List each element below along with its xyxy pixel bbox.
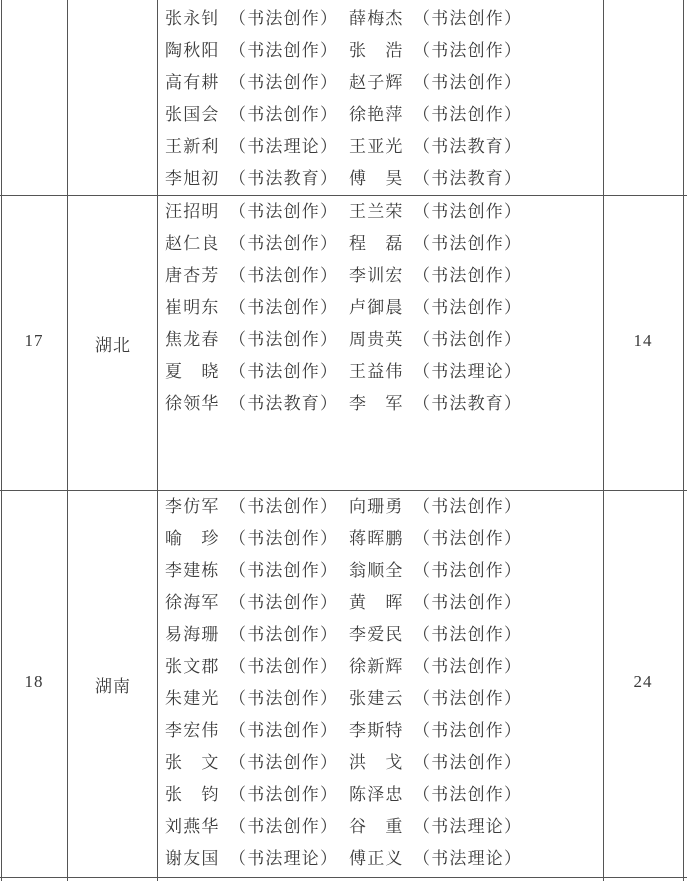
member-name: 李斯特	[349, 721, 404, 741]
member-name: 王益伟	[349, 362, 404, 382]
member-line	[165, 811, 595, 843]
member-line	[165, 67, 595, 99]
member-line	[165, 131, 595, 163]
member-count: 14	[633, 331, 653, 350]
member-field: （书法创作）	[229, 625, 339, 645]
member-line	[165, 196, 595, 228]
member-field: （书法创作）	[229, 785, 339, 805]
column-divider	[1, 0, 2, 881]
member-line	[165, 163, 595, 195]
member-name: 薛梅杰	[349, 9, 404, 29]
member-line	[165, 779, 595, 811]
names-cell	[165, 491, 595, 875]
member-field: （书法创作）	[413, 689, 523, 709]
member-field: （书法创作）	[229, 561, 339, 581]
member-line	[165, 683, 595, 715]
member-field: （书法创作）	[229, 202, 339, 222]
member-line	[165, 747, 595, 779]
member-line	[165, 388, 595, 420]
member-name: 谢友国	[165, 849, 220, 869]
member-field: （书法创作）	[229, 266, 339, 286]
member-line	[165, 324, 595, 356]
member-line	[165, 228, 595, 260]
member-name: 张国会	[165, 105, 220, 125]
member-name: 向珊勇	[349, 497, 404, 517]
member-name: 李训宏	[349, 266, 404, 286]
column-divider	[683, 0, 684, 881]
row-number: 17	[24, 331, 44, 350]
member-field: （书法创作）	[413, 9, 523, 29]
member-field: （书法创作）	[229, 73, 339, 93]
member-field: （书法创作）	[413, 625, 523, 645]
member-name: 黄 晖	[349, 593, 404, 613]
member-line	[165, 715, 595, 747]
member-line	[165, 99, 595, 131]
member-name: 李建栋	[165, 561, 220, 581]
member-field: （书法创作）	[229, 9, 339, 29]
member-name: 谷 重	[349, 817, 404, 837]
member-name: 翁顺全	[349, 561, 404, 581]
member-field: （书法创作）	[413, 105, 523, 125]
member-field: （书法创作）	[229, 593, 339, 613]
member-name: 李仿军	[165, 497, 220, 517]
member-field: （书法创作）	[413, 497, 523, 517]
member-name: 焦龙春	[165, 330, 220, 350]
member-field: （书法创作）	[413, 234, 523, 254]
member-name: 唐杏芳	[165, 266, 220, 286]
member-field: （书法创作）	[413, 529, 523, 549]
member-line	[165, 619, 595, 651]
member-field: （书法创作）	[413, 330, 523, 350]
member-field: （书法理论）	[413, 362, 523, 382]
member-name: 崔明东	[165, 298, 220, 318]
member-line	[165, 587, 595, 619]
member-line	[165, 651, 595, 683]
member-field: （书法创作）	[413, 721, 523, 741]
member-field: （书法创作）	[413, 753, 523, 773]
member-field: （书法创作）	[229, 298, 339, 318]
row-number: 18	[24, 672, 44, 691]
member-field: （书法教育）	[229, 169, 339, 189]
member-name: 赵仁良	[165, 234, 220, 254]
member-name: 傅 昊	[349, 169, 404, 189]
member-line	[165, 523, 595, 555]
member-field: （书法创作）	[229, 721, 339, 741]
member-field: （书法创作）	[413, 41, 523, 61]
member-name: 张文郡	[165, 657, 220, 677]
column-divider	[157, 0, 158, 881]
member-name: 徐领华	[165, 394, 220, 414]
member-name: 卢御晨	[349, 298, 404, 318]
member-name: 易海珊	[165, 625, 220, 645]
member-name: 夏 晓	[165, 362, 220, 382]
member-field: （书法创作）	[229, 330, 339, 350]
column-divider	[603, 0, 604, 881]
names-cell	[165, 3, 595, 195]
member-field: （书法理论）	[413, 849, 523, 869]
member-field: （书法理论）	[229, 137, 339, 157]
member-name: 王兰荣	[349, 202, 404, 222]
member-name: 徐新辉	[349, 657, 404, 677]
member-name: 洪 戈	[349, 753, 404, 773]
member-field: （书法创作）	[413, 298, 523, 318]
member-name: 张 文	[165, 753, 220, 773]
member-line	[165, 356, 595, 388]
member-line	[165, 555, 595, 587]
member-name: 周贵英	[349, 330, 404, 350]
member-line	[165, 491, 595, 523]
member-name: 程 磊	[349, 234, 404, 254]
member-field: （书法创作）	[413, 202, 523, 222]
member-field: （书法创作）	[229, 753, 339, 773]
province-name: 湖南	[95, 677, 131, 697]
member-field: （书法创作）	[413, 593, 523, 613]
member-name: 王亚光	[349, 137, 404, 157]
member-field: （书法创作）	[229, 529, 339, 549]
member-line	[165, 3, 595, 35]
member-name: 朱建光	[165, 689, 220, 709]
member-field: （书法创作）	[229, 689, 339, 709]
member-field: （书法创作）	[229, 657, 339, 677]
member-name: 李爱民	[349, 625, 404, 645]
member-name: 王新利	[165, 137, 220, 157]
member-field: （书法创作）	[413, 266, 523, 286]
member-line	[165, 260, 595, 292]
member-name: 陈泽忠	[349, 785, 404, 805]
member-field: （书法教育）	[413, 137, 523, 157]
member-field: （书法创作）	[229, 497, 339, 517]
member-name: 蒋晖鹏	[349, 529, 404, 549]
member-name: 张 钧	[165, 785, 220, 805]
member-field: （书法创作）	[229, 817, 339, 837]
member-name: 傅正义	[349, 849, 404, 869]
column-divider	[67, 0, 68, 881]
member-field: （书法创作）	[229, 362, 339, 382]
member-field: （书法教育）	[413, 169, 523, 189]
member-name: 张建云	[349, 689, 404, 709]
member-field: （书法教育）	[413, 394, 523, 414]
member-field: （书法创作）	[413, 73, 523, 93]
member-name: 刘燕华	[165, 817, 220, 837]
member-field: （书法创作）	[413, 657, 523, 677]
member-name: 李旭初	[165, 169, 220, 189]
member-field: （书法创作）	[413, 785, 523, 805]
member-name: 张 浩	[349, 41, 404, 61]
member-line	[165, 292, 595, 324]
member-field: （书法教育）	[229, 394, 339, 414]
member-name: 徐艳萍	[349, 105, 404, 125]
names-cell	[165, 196, 595, 420]
member-name: 李 军	[349, 394, 404, 414]
member-field: （书法创作）	[229, 234, 339, 254]
member-field: （书法创作）	[229, 41, 339, 61]
member-field: （书法创作）	[413, 561, 523, 581]
member-line	[165, 843, 595, 875]
member-name: 徐海军	[165, 593, 220, 613]
member-name: 汪招明	[165, 202, 220, 222]
member-name: 喻 珍	[165, 529, 220, 549]
member-count: 24	[633, 672, 653, 691]
row-divider	[0, 877, 687, 878]
member-name: 李宏伟	[165, 721, 220, 741]
member-field: （书法理论）	[413, 817, 523, 837]
member-name: 张永钊	[165, 9, 220, 29]
member-name: 陶秋阳	[165, 41, 220, 61]
member-field: （书法创作）	[229, 105, 339, 125]
member-name: 赵子辉	[349, 73, 404, 93]
member-name: 高有耕	[165, 73, 220, 93]
province-name: 湖北	[95, 336, 131, 356]
member-field: （书法理论）	[229, 849, 339, 869]
member-line	[165, 35, 595, 67]
